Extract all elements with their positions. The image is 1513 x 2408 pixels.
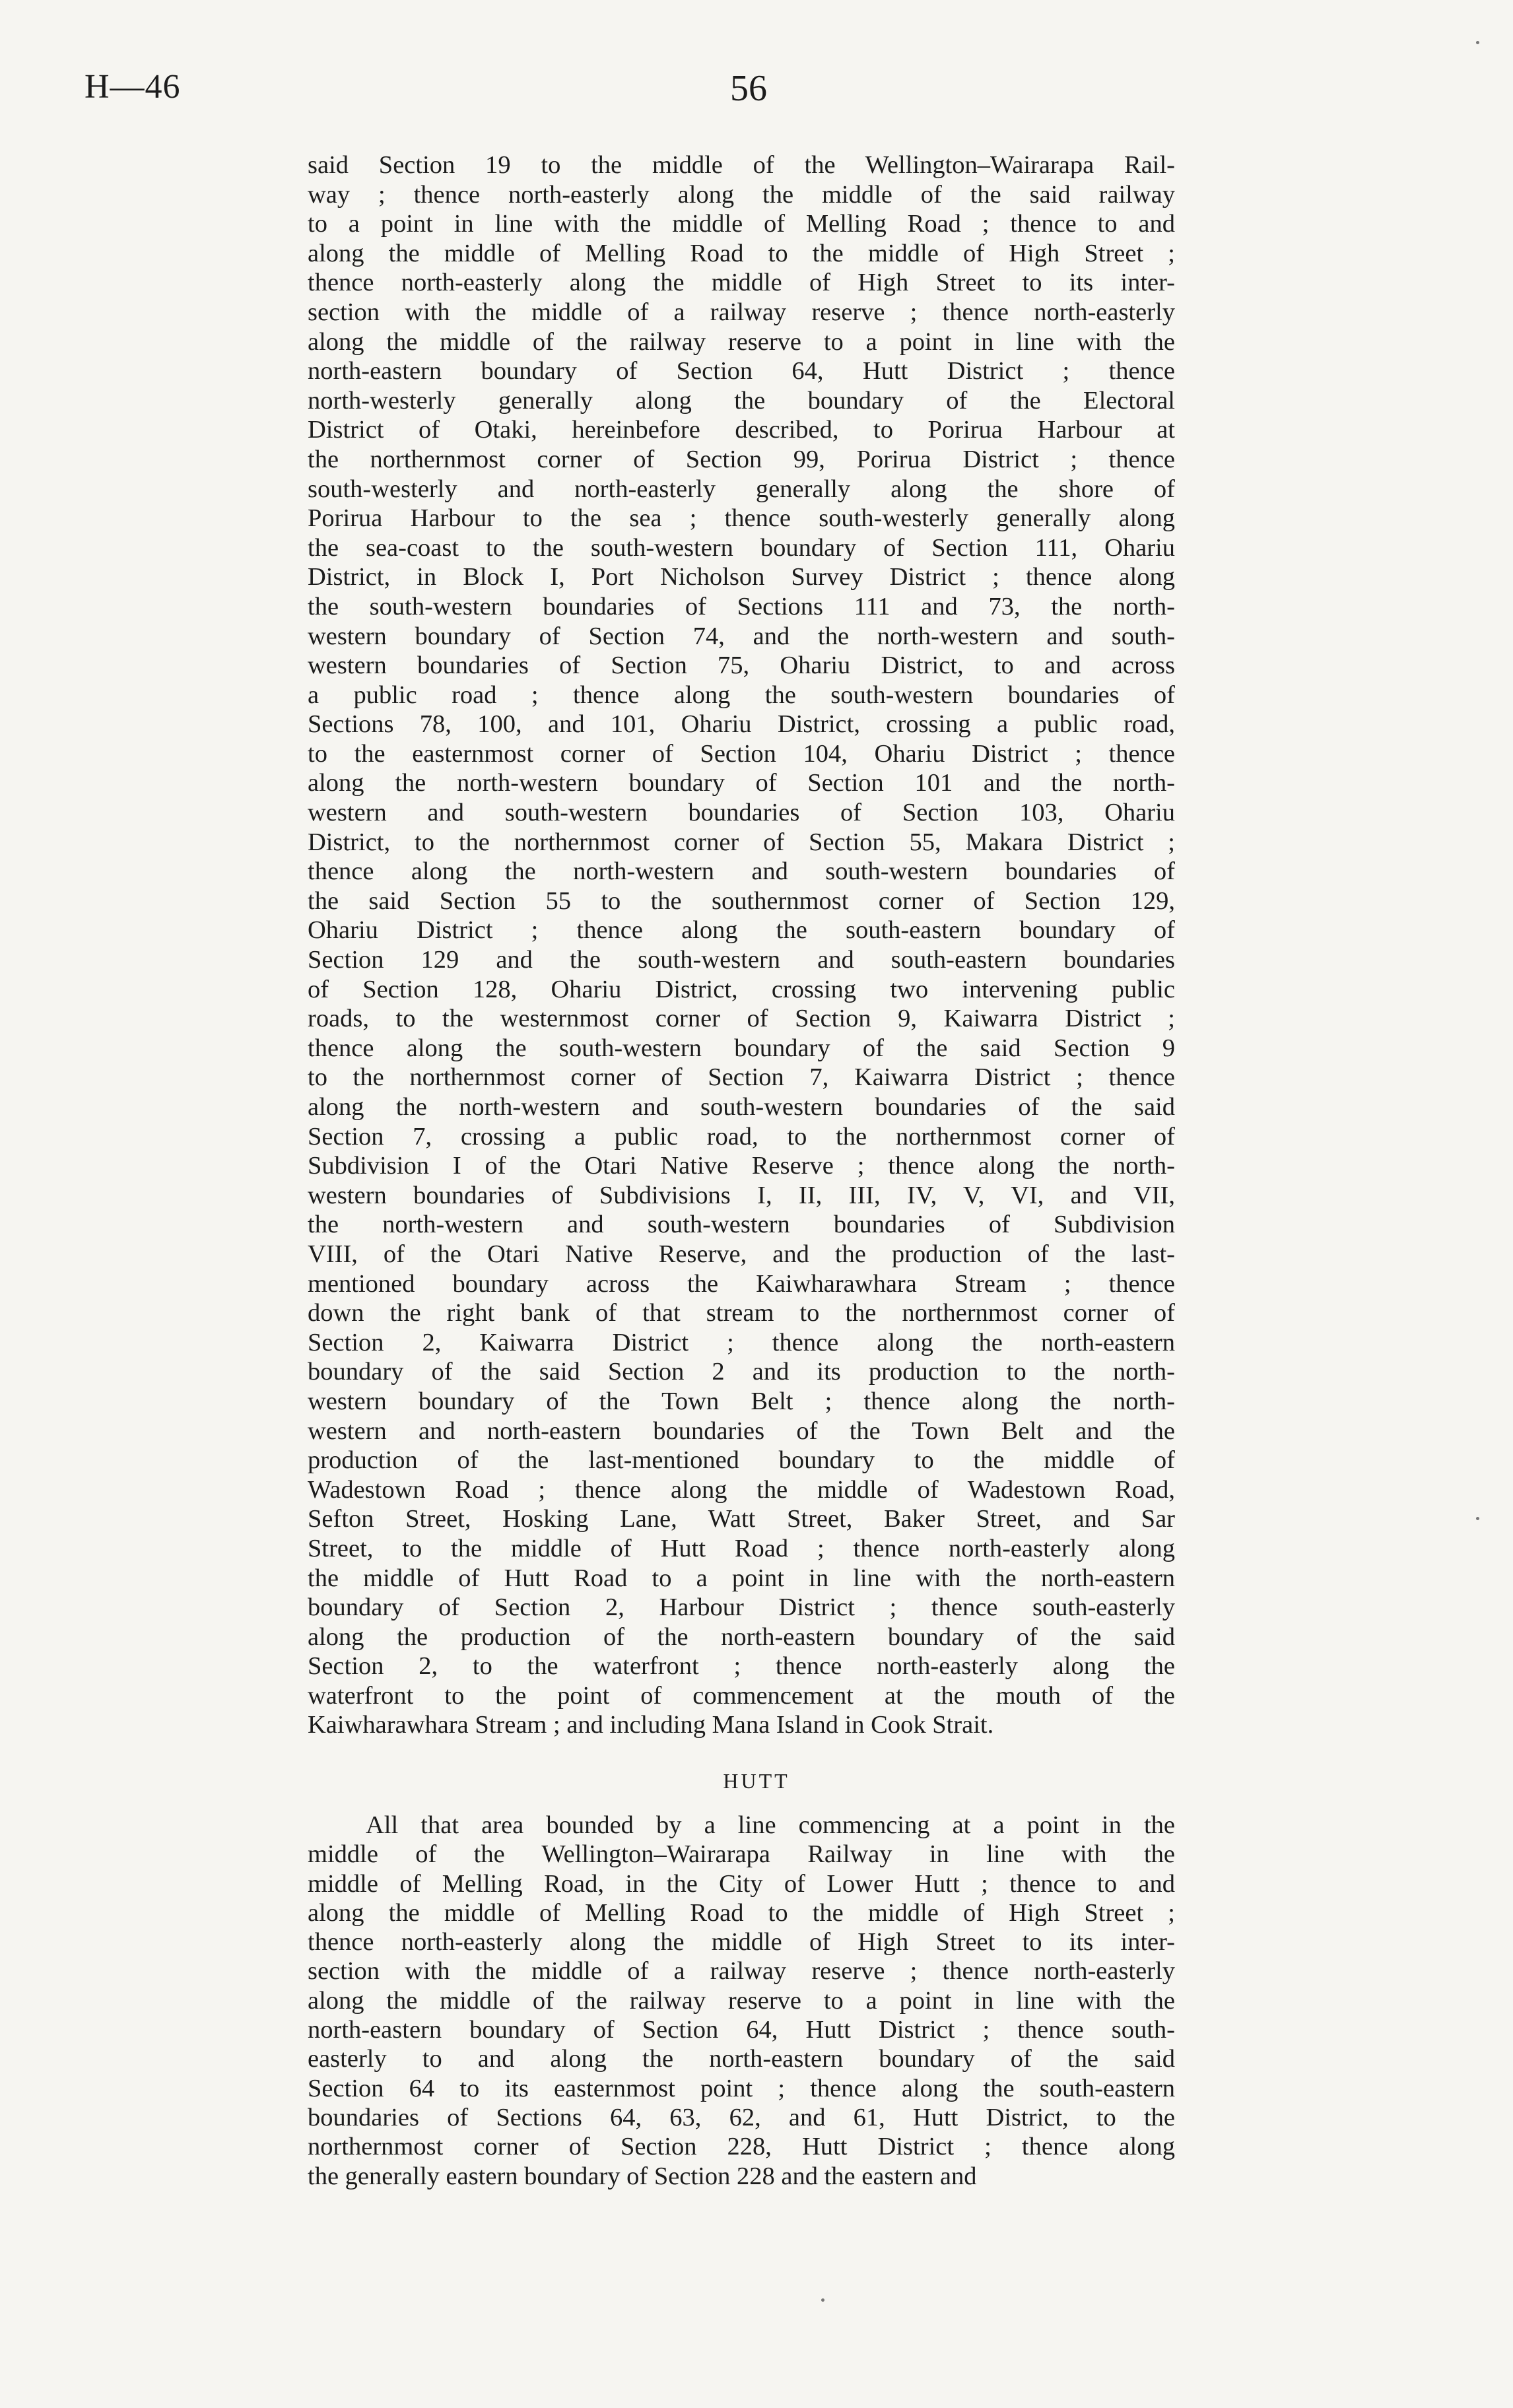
text-line: section with the middle of a railway reserve ; thence north-easterly [308,298,1175,326]
text-line: north-eastern boundary of Section 64, Hutt District ; thence south- [308,2016,1175,2044]
text-line: western boundaries of Section 75, Ohariu District, to and across [308,652,1175,680]
text-line: thence north-easterly along the middle of High Street to its inter- [308,1928,1175,1956]
text-line: boundaries of Sections 64, 63, 62, and 61, Hutt District, to the [308,2103,1175,2131]
text-line: thence north-easterly along the middle of High Street to its inter- [308,269,1175,297]
text-line: the northernmost corner of Section 99, Porirua District ; thence [308,445,1175,473]
text-line: Street, to the middle of Hutt Road ; thence north-easterly along [308,1534,1175,1562]
text-line: to a point in line with the middle of Melling Road ; thence to and [308,210,1175,238]
document-reference: H—46 [84,68,181,106]
text-line: north-westerly generally along the boundary of the Electoral [308,386,1175,415]
text-line: along the middle of Melling Road to the middle of High Street ; [308,239,1175,267]
text-line: Section 7, crossing a public road, to the northernmost corner of [308,1122,1175,1151]
text-line: western boundary of Section 74, and the north-western and south- [308,622,1175,650]
text-line: north-eastern boundary of Section 64, Hutt District ; thence [308,357,1175,385]
text-line: waterfront to the point of commencement at the mouth of the [308,1681,1175,1710]
text-line: District of Otaki, hereinbefore described, to Porirua Harbour at [308,416,1175,444]
text-line: All that area bounded by a line commencing at a point in the [366,1811,1175,1839]
text-line: the said Section 55 to the southernmost corner of Section 129, [308,886,1175,915]
text-line: a public road ; thence along the south-western boundaries of [308,681,1175,709]
text-line: middle of the Wellington–Wairarapa Railway in line with the [308,1840,1175,1869]
text-line: Subdivision I of the Otari Native Reserve ; thence along the north- [308,1152,1175,1180]
text-line: western and south-western boundaries of Section 103, Ohariu [308,799,1175,827]
text-line: roads, to the westernmost corner of Section 9, Kaiwarra District ; [308,1005,1175,1033]
text-line: Section 64 to its easternmost point ; thence along the south-eastern [308,2074,1175,2102]
text-line: the south-western boundaries of Sections 111 and 73, the north- [308,592,1175,620]
text-line: along the production of the north-eastern boundary of the said [308,1622,1175,1651]
text-line: western and north-eastern boundaries of the Town Belt and the [308,1417,1175,1445]
text-line: thence along the north-western and south-western boundaries of [308,857,1175,886]
text-line: said Section 19 to the middle of the Wellington–Wairarapa Rail- [308,151,1175,179]
text-line: the north-western and south-western boundaries of Subdivision [308,1211,1175,1239]
scan-speck [1476,1517,1479,1520]
text-line: Section 2, Kaiwarra District ; thence along the north-eastern [308,1328,1175,1356]
text-line: thence along the south-western boundary of the said Section 9 [308,1034,1175,1062]
text-line: along the middle of Melling Road to the middle of High Street ; [308,1898,1175,1927]
hutt-paragraph [308,1811,1175,2191]
text-line: section with the middle of a railway reserve ; thence north-easterly [308,1957,1175,1986]
text-line: the generally eastern boundary of Section 228 and the eastern and [308,2162,977,2190]
text-line: production of the last-mentioned boundary to the middle of [308,1446,1175,1475]
text-line: VIII, of the Otari Native Reserve, and the production of the last- [308,1240,1175,1268]
text-line: easterly to and along the north-eastern boundary of the said [308,2045,1175,2073]
text-line: down the right bank of that stream to the northernmost corner of [308,1299,1175,1327]
section-heading-hutt: HUTT [723,1769,790,1793]
text-line: Wadestown Road ; thence along the middle of Wadestown Road, [308,1475,1175,1504]
text-line: western boundaries of Subdivisions I, II, III, IV, V, VI, and VII, [308,1181,1175,1209]
text-line: northernmost corner of Section 228, Hutt District ; thence along [308,2133,1175,2161]
text-line: along the north-western boundary of Section 101 and the north- [308,769,1175,797]
text-line: south-westerly and north-easterly generally along the shore of [308,475,1175,503]
scan-speck [821,2298,824,2302]
scan-speck [1476,41,1479,44]
text-line: the middle of Hutt Road to a point in line with the north-eastern [308,1564,1175,1592]
text-line: western boundary of the Town Belt ; thence along the north- [308,1387,1175,1415]
text-line: Kaiwharawhara Stream ; and including Mana Island in Cook Strait. [308,1711,994,1739]
text-line: Sefton Street, Hosking Lane, Watt Street, Baker Street, and Sar [308,1505,1175,1533]
text-line: Section 2, to the waterfront ; thence north-easterly along the [308,1652,1175,1681]
text-line: Sections 78, 100, and 101, Ohariu District, crossing a public road, [308,710,1175,739]
text-line: District, in Block I, Port Nicholson Survey District ; thence along [308,563,1175,591]
text-line: boundary of the said Section 2 and its production to the north- [308,1358,1175,1386]
text-line: District, to the northernmost corner of Section 55, Makara District ; [308,828,1175,856]
text-line: along the middle of the railway reserve to a point in line with the [308,1986,1175,2015]
text-line: of Section 128, Ohariu District, crossing two intervening public [308,975,1175,1003]
text-line: Porirua Harbour to the sea ; thence south-westerly generally along [308,504,1175,533]
text-line: Ohariu District ; thence along the south-eastern boundary of [308,916,1175,945]
continuation-paragraph [308,150,1175,1740]
text-line: middle of Melling Road, in the City of Lower Hutt ; thence to and [308,1869,1175,1898]
text-line: boundary of Section 2, Harbour District ; thence south-easterly [308,1593,1175,1622]
text-line: the sea-coast to the south-western boundary of Section 111, Ohariu [308,533,1175,562]
page-number: 56 [730,68,767,109]
text-line: along the middle of the railway reserve to a point in line with the [308,327,1175,356]
text-line: mentioned boundary across the Kaiwharawhara Stream ; thence [308,1269,1175,1298]
text-line: way ; thence north-easterly along the middle of the said railway [308,180,1175,209]
text-line: along the north-western and south-western boundaries of the said [308,1093,1175,1121]
text-line: to the easternmost corner of Section 104, Ohariu District ; thence [308,739,1175,768]
text-line: Section 129 and the south-western and south-eastern boundaries [308,946,1175,974]
text-line: to the northernmost corner of Section 7, Kaiwarra District ; thence [308,1063,1175,1092]
